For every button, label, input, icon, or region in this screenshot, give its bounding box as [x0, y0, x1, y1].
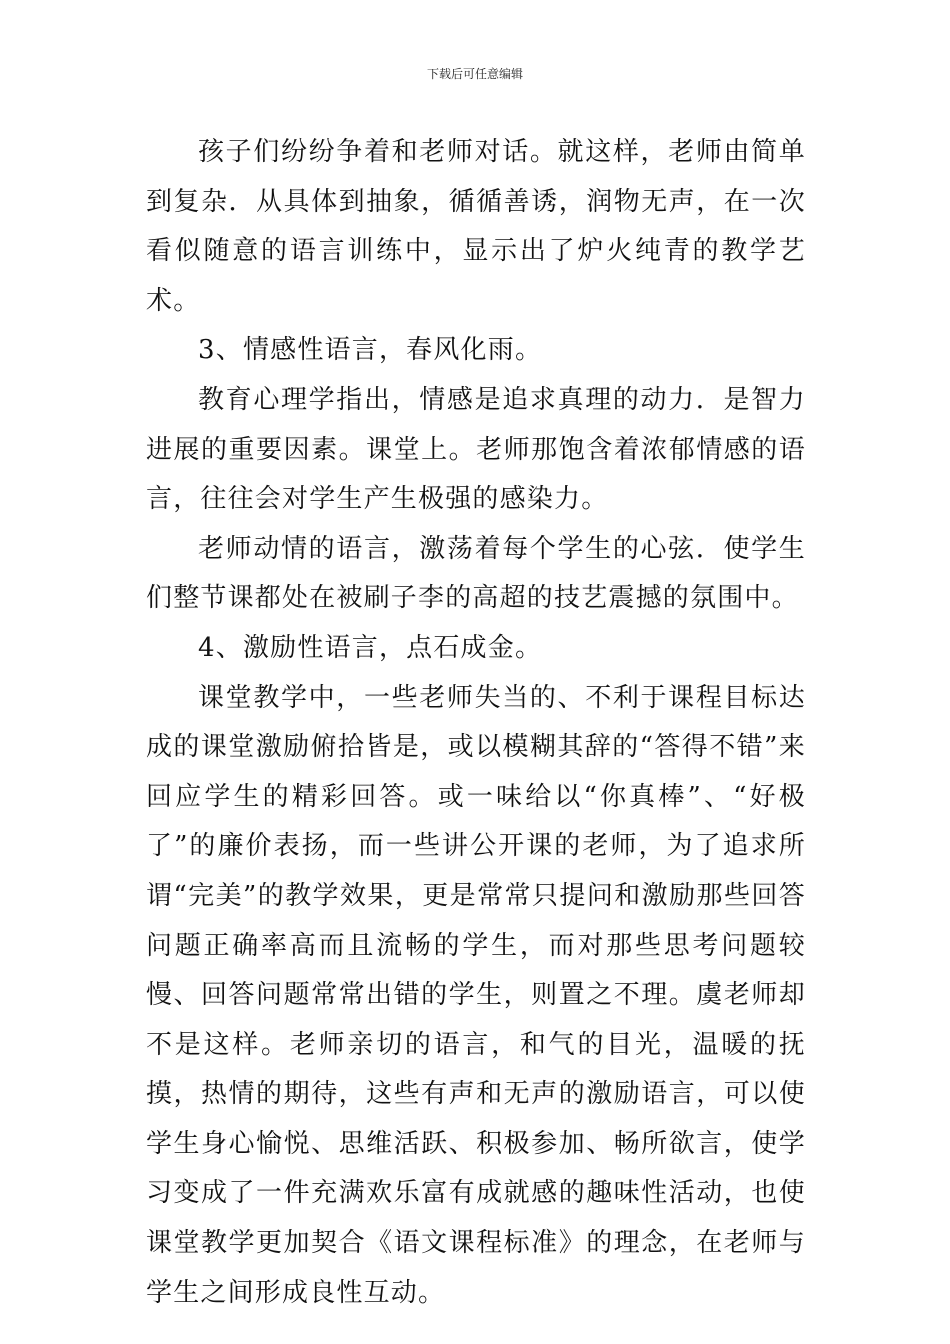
body-paragraph: 教育心理学指出，情感是追求真理的动力．是智力进展的重要因素。课堂上。老师那饱含着浓郁情感的语言，往往会对学生产生极强的感染力。: [146, 384, 806, 515]
body-paragraph: 老师动情的语言，激荡着每个学生的心弦．使学生们整节课都处在被刷子李的高超的技艺震撼的氛围中。: [146, 533, 806, 614]
page-header: 下载后可任意编辑: [426, 67, 523, 81]
body-paragraph: 孩子们纷纷争着和老师对话。就这样，老师由简单到复杂．从具体到抽象，循循善诱，润物无声，在一次看似随意的语言训练中，显示出了炉火纯青的教学艺术。: [146, 137, 806, 316]
section-heading: 4、激励性语言，点石成金。: [198, 632, 543, 663]
body-paragraph: 课堂教学中，一些老师失当的、不利于课程目标达成的课堂激励俯拾皆是，或以模糊其辞的“答得不错”来回应学生的精彩回答。或一味给以“你真棒”、“好极了”的廉价表扬，而一些讲公开课的老师，为了追求所谓“完美”的教学效果，更是常常只提问和激励那些回答问题正确率高而且流畅的学生，而对那些思考问题较慢、回答问题常常出错的学生，则置之不理。虞老师却不是这样。老师亲切的语言，和气的目光，温暖的抚摸，热情的期待，这些有声和无声的激励语言，可以使学生身心愉悦、思维活跃、积极参加、畅所欲言，使学习变成了一件充满欢乐富有成就感的趣味性活动，也使课堂教学更加契合《语文课程标准》的理念，在老师与学生之间形成良性互动。: [146, 682, 806, 1308]
section-heading: 3、情感性语言，春风化雨。: [198, 335, 543, 366]
document-body: [146, 128, 806, 1318]
